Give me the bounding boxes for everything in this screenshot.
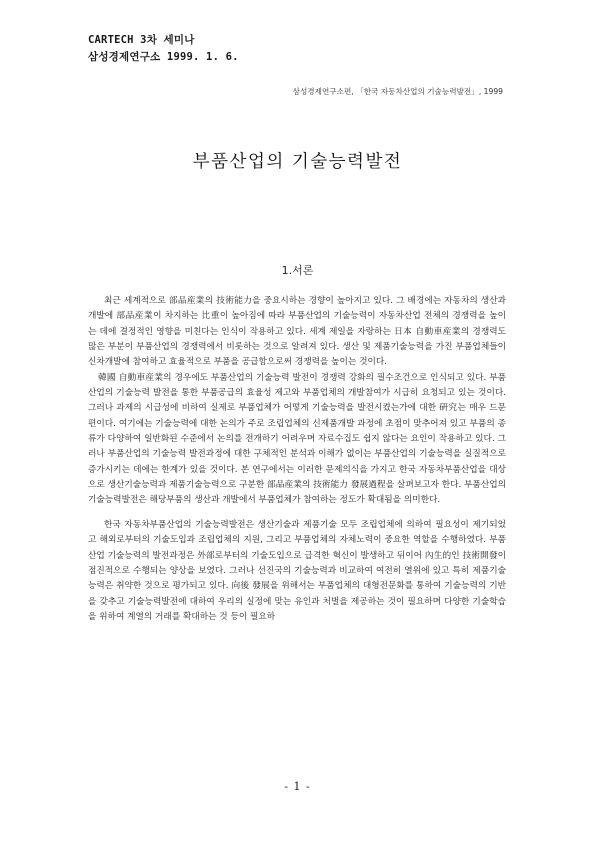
paragraph: 한국 자동차부품산업의 기술능력발전은 생산기술과 제품기술 모두 조립업체에 의하여 필요성이 제기되었고 해외로부터의 기술도입과 조립업체의 지원, 그리고 부품업체의 자체노력이 중요한 역할을 수행하였다. 부품산업 기술능력의 발전과정은 外部로부터의 기술도입으로 급격한 혁신이 발생하고 뒤이어 內生的인 技術開發이 점진적으로 수행되는 양상을 보였다. 그러나 선진국의 기술능력과 비교하여 여전히 열위에 있고 특히 제품기술능력은 취약한 것으로 평가되고 있다. 向後 發展을 위해서는 부품업체의 대형전문화를 통하여 기술능력의 기반을 갖추고 기술능력발전에 대하여 우리의 실정에 맞는 유인과 처벌을 제공하는 것이 필요하며 다양한 기술학습을 위하여 계열의 거래를 확대하는 것 등이 필요하 xyxy=(88,519,506,622)
paragraph: 韓國 自動車産業의 경우에도 부품산업의 기술능력 발전이 경쟁력 강화의 필수조건으로 인식되고 있다. 부품산업의 기술능력 발전을 통한 부품공급의 효율성 제고와 부품업체의 개발참여가 시급히 요청되고 있는 것이다. 그러나 과제의 시급성에 비하여 실제로 부품업체가 어떻게 기술능력을 발전시켰는가에 대한 硏究는 매우 드문 편이다. 여기에는 기술능력에 대한 논의가 주로 조립업체의 신제품개발 과정에 초점이 맞추어져 있고 부품의 종류가 다양하여 일반화된 수준에서 논의를 전개하기 어려우며 자료수집도 쉽지 않다는 요인이 작용하고 있다. 그러나 부품산업의 기술능력 발전과정에 대한 구체적인 분석과 이해가 없이는 부품산업의 기술능력을 실질적으로 증가시키는 데에는 한계가 있을 것이다. 본 연구에서는 이러한 문제의식을 가지고 한국 자동차부품산업을 대상으로 생산기술능력과 제품기술능력으로 구분한 部品産業의 技術能力 發展過程을 살펴보고자 한다. 부품산업의 기술능력발전은 해당부품의 생산과 개발에서 부품업체가 참여하는 정도가 확대됨을 의미한다. xyxy=(88,372,506,506)
document-title: 부품산업의 기술능력발전 xyxy=(192,152,403,172)
seminar-org-date: 삼성경제연구소 1999. 1. 6. xyxy=(88,51,239,63)
paragraph: 최근 세계적으로 部品産業의 技術能力을 중요시하는 경향이 높아지고 있다. 그 배경에는 자동차의 생산과 개발에 部品産業이 차지하는 比重이 높아짐에 따라 부품산업의 기술능력이 자동차산업 전체의 경쟁력을 높이는 데에 결정적인 영향을 미친다는 인식이 작용하고 있다. 세계 제일을 자랑하는 日本 自動車産業의 경쟁력도 많은 부분이 부품산업의 경쟁력에서 비롯하는 것으로 알려져 있다. 생산 및 제품기술능력을 가진 부품업체들이 신차개발에 참여하고 효율적으로 부품을 공급함으로써 경쟁력을 높이는 것이다. xyxy=(88,296,506,368)
page-number: - 1 - xyxy=(284,780,311,793)
seminar-header xyxy=(88,32,239,66)
seminar-title: CARTECH 3차 세미나 xyxy=(88,34,195,46)
source-citation: 삼성경제연구소편, 「한국 자동차산업의 기술능력발전」, 1999 xyxy=(292,87,503,96)
body-text xyxy=(88,294,506,625)
section-heading: 1.서론 xyxy=(281,264,314,277)
